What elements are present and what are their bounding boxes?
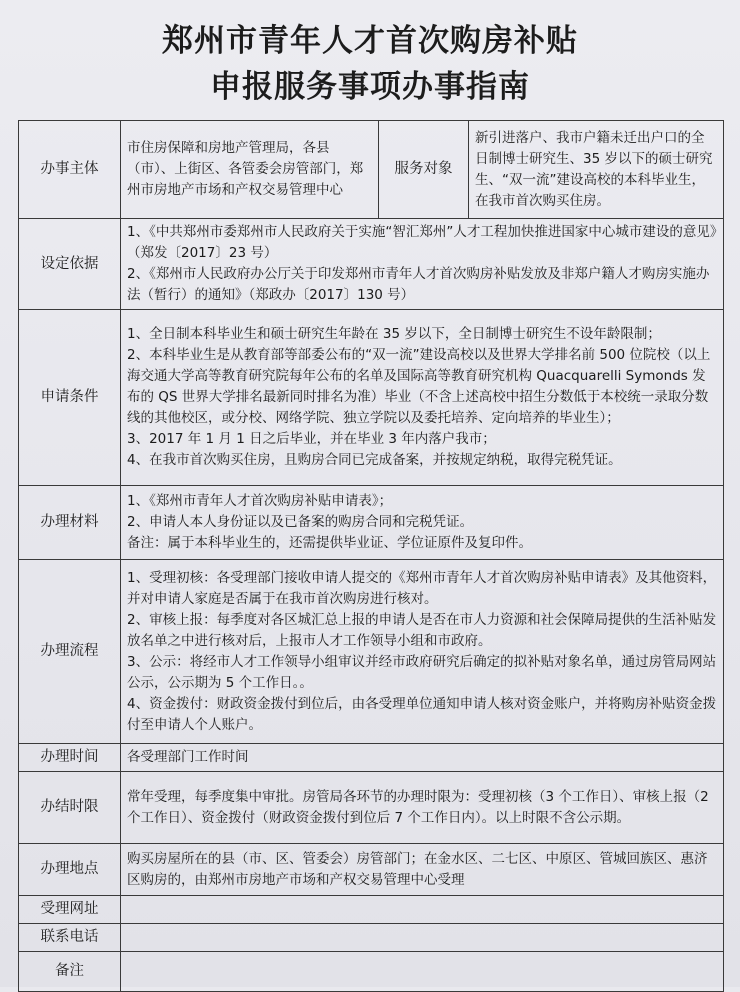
material-item: 2、申请人本人身份证以及已备案的购房合同和完税凭证。 — [127, 514, 474, 530]
website-label: 受理网址 — [19, 896, 121, 924]
condition-item: 4、在我市首次购买住房，且购房合同已完成备案，并按规定纳税，取得完税凭证。 — [127, 452, 622, 468]
row-phone — [19, 924, 724, 952]
website-value — [121, 896, 724, 924]
subject-value: 市住房保障和房地产管理局，各县（市）、上街区、各管委会房管部门，郑州市房地产市场和产权交易管理中心 — [121, 121, 379, 219]
time-label: 办理时间 — [19, 744, 121, 772]
material-item: 备注：属于本科毕业生的，还需提供毕业证、学位证原件及复印件。 — [127, 535, 532, 551]
process-step: 2、审核上报：每季度对各区城汇总上报的申请人是否在市人力资源和社会保障局提供的生活补贴发放名单之中进行核对后，上报市人才工作领导小组和市政府。 — [127, 611, 717, 649]
time-value: 各受理部门工作时间 — [121, 744, 724, 772]
guide-table — [18, 120, 724, 992]
deadline-label: 办结时限 — [19, 772, 121, 844]
row-deadline — [19, 772, 724, 844]
conditions-label: 申请条件 — [19, 310, 121, 486]
deadline-value: 常年受理，每季度集中审批。房管局各环节的办理时限为：受理初核（3 个工作日）、审核上报（2 个工作日）、资金拨付（财政资金拨付到位后 7 个工作日内）。以上时限不含公示期。 — [121, 772, 724, 844]
row-subject — [19, 121, 724, 219]
basis-content — [121, 219, 724, 310]
location-label: 办理地点 — [19, 844, 121, 896]
conditions-content — [121, 310, 724, 486]
process-label: 办理流程 — [19, 560, 121, 744]
process-step: 1、受理初核：各受理部门接收申请人提交的《郑州市青年人才首次购房补贴申请表》及其他资料，并对申请人家庭是否属于在我市首次购房进行核对。 — [127, 569, 717, 607]
process-step: 3、公示：将经市人才工作领导小组审议并经市政府研究后确定的拟补贴对象名单，通过房管局网站公示，公示期为 5 个工作日。。 — [127, 653, 717, 691]
process-step: 4、资金拨付：财政资金拨付到位后，由各受理单位通知申请人核对资金账户，并将购房补贴资金拨付至申请人个人账户。 — [127, 695, 717, 733]
subject-label: 办事主体 — [19, 121, 121, 219]
row-process — [19, 560, 724, 744]
document-title-line1: 郑州市青年人才首次购房补贴 — [162, 23, 578, 59]
target-label: 服务对象 — [379, 121, 469, 219]
row-remark — [19, 952, 724, 992]
condition-item: 1、全日制本科毕业生和硕士研究生年龄在 35 岁以下，全日制博士研究生不设年龄限制； — [127, 326, 661, 342]
target-value: 新引进落户、我市户籍未迁出户口的全日制博士研究生、35 岁以下的硕士研究生、“双一流”建设高校的本科毕业生，在我市首次购买住房。 — [469, 121, 724, 219]
basis-label: 设定依据 — [19, 219, 121, 310]
materials-label: 办理材料 — [19, 486, 121, 560]
row-conditions — [19, 310, 724, 486]
remark-value — [121, 952, 724, 992]
condition-item: 3、2017 年 1 月 1 日之后毕业，并在毕业 3 年内落户我市； — [127, 431, 496, 447]
row-location — [19, 844, 724, 896]
row-materials — [19, 486, 724, 560]
row-website — [19, 896, 724, 924]
location-value: 购买房屋所在的县（市、区、管委会）房管部门；在金水区、二七区、中原区、管城回族区、惠济区购房的，由郑州市房地产市场和产权交易管理中心受理 — [121, 844, 724, 896]
condition-item: 2、本科毕业生是从教育部等部委公布的“双一流”建设高校以及世界大学排名前 500 位院校（以上海交通大学高等教育研究院每年公布的名单及国际高等教育研究机构 Quacquarelli Symonds 发布的 QS 世界大学排名最新同时排名为准）毕业（不含上述高校中招生分数低于本校统一录取分数线的其他校区，或分校、网络学院、独立学院以及委托培养、定向培养的毕业生）； — [127, 347, 711, 426]
basis-line: 1、《中共郑州市委郑州市人民政府关于实施“智汇郑州”人才工程加快推进国家中心城市建设的意见》（郑发〔2017〕23 号） — [127, 224, 717, 261]
material-item: 1、《郑州市青年人才首次购房补贴申请表》； — [127, 493, 393, 509]
phone-label: 联系电话 — [19, 924, 121, 952]
phone-value — [121, 924, 724, 952]
document-title-line2: 申报服务事项办事指南 — [210, 69, 530, 105]
remark-label: 备注 — [19, 952, 121, 992]
row-time — [19, 744, 724, 772]
materials-content — [121, 486, 724, 560]
basis-line: 2、《郑州市人民政府办公厅关于印发郑州市青年人才首次购房补贴发放及非郑户籍人才购房实施办法（暂行）的通知》（郑政办〔2017〕130 号） — [127, 266, 710, 303]
row-basis — [19, 219, 724, 310]
process-content — [121, 560, 724, 744]
